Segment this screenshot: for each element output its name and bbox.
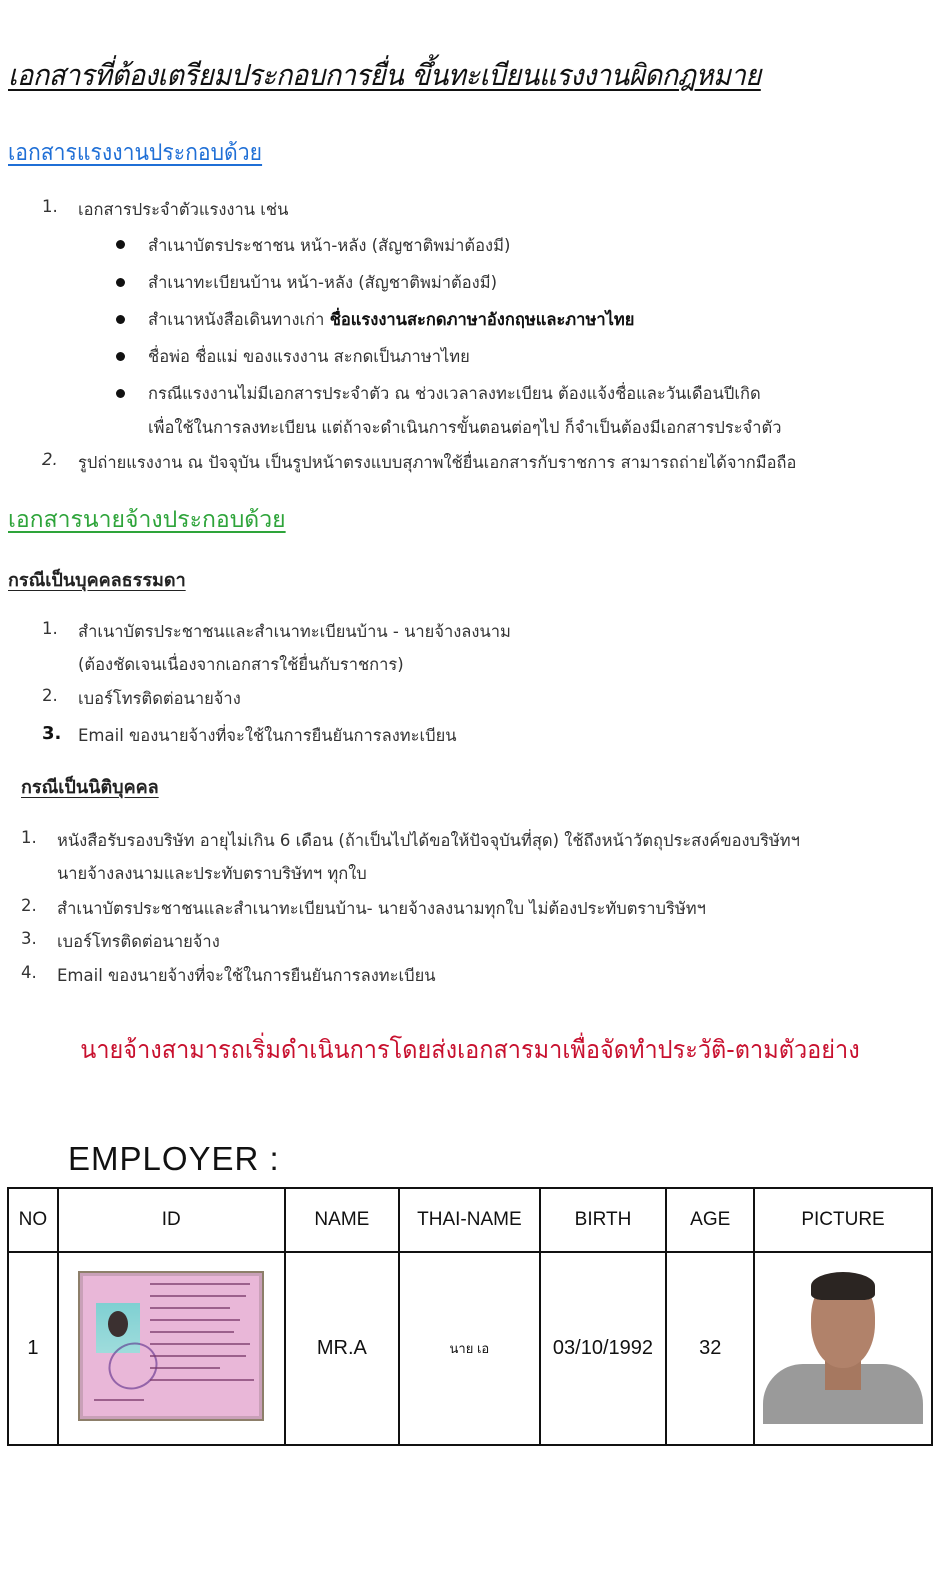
list-text: รูปถ่ายแรงงาน ณ ปัจจุบัน เป็นรูปหน้าตรงแบบสุภาพใช้ยื่นเอกสารกับราชการ สามารถถ่ายได้จากมือถือ	[78, 453, 797, 472]
list-text: เบอร์โทรติดต่อนายจ้าง	[78, 689, 241, 708]
list-text: สำเนาบัตรประชาชนและสำเนาทะเบียนบ้าน - นายจ้างลงนาม	[78, 622, 511, 641]
bullet-text: สำเนาทะเบียนบ้าน หน้า-หลัง (สัญชาติพม่าต้องมี)	[148, 273, 498, 292]
notice-text: นายจ้างสามารถเริ่มดำเนินการโดยส่งเอกสารมาเพื่อจัดทำประวัติ-ตามตัวอย่าง	[80, 1035, 860, 1064]
bullet-text: กรณีแรงงานไม่มีเอกสารประจำตัว ณ ช่วงเวลาลงทะเบียน ต้องแจ้งชื่อและวันเดือนปีเกิด	[148, 384, 761, 403]
bullet-icon	[116, 278, 125, 287]
cell-birth: 03/10/1992	[540, 1252, 667, 1445]
bullet-icon	[116, 240, 125, 249]
bullet-icon	[116, 352, 125, 361]
individual-heading: กรณีเป็นบุคคลธรรมดา	[8, 570, 186, 591]
id-card-image	[78, 1271, 264, 1421]
cell-age: 32	[666, 1252, 754, 1445]
cell-name: MR.A	[285, 1252, 400, 1445]
list-number: 1.	[21, 828, 37, 847]
worker-section-heading: เอกสารแรงงานประกอบด้วย	[8, 140, 263, 166]
cell-id	[58, 1252, 285, 1445]
bullet-text-regular: สำเนาหนังสือเดินทางเก่า	[148, 310, 330, 329]
bullet-icon	[116, 389, 125, 398]
list-number: 4.	[21, 963, 37, 982]
list-number: 3.	[42, 723, 62, 744]
list-text-continuation: (ต้องชัดเจนเนื่องจากเอกสารใช้ยื่นกับราชการ)	[78, 655, 404, 674]
header-picture: PICTURE	[754, 1188, 932, 1252]
bullet-text: สำเนาบัตรประชาชน หน้า-หลัง (สัญชาติพม่าต้องมี)	[148, 236, 511, 255]
cell-thai-name: นาย เอ	[399, 1252, 539, 1445]
portrait-photo	[763, 1268, 923, 1424]
cell-no: 1	[8, 1252, 58, 1445]
cell-picture	[754, 1252, 932, 1445]
header-id: ID	[58, 1188, 285, 1252]
page-title: เอกสารที่ต้องเตรียมประกอบการยื่น ขึ้นทะเบียนแรงงานผิดกฎหมาย	[8, 58, 761, 92]
list-number: 1.	[42, 197, 58, 216]
employer-section-heading: เอกสารนายจ้างประกอบด้วย	[8, 507, 286, 533]
bullet-text-continuation: เพื่อใช้ในการลงทะเบียน แต่ถ้าจะดำเนินการขั้นตอนต่อๆไป ก็จำเป็นต้องมีเอกสารประจำตัว	[148, 418, 782, 437]
table-row	[8, 1252, 932, 1445]
employer-table	[7, 1187, 933, 1446]
header-age: AGE	[666, 1188, 754, 1252]
list-number: 2.	[42, 450, 58, 469]
header-name: NAME	[285, 1188, 400, 1252]
list-text-continuation: นายจ้างลงนามและประทับตราบริษัทฯ ทุกใบ	[57, 864, 367, 883]
list-number: 1.	[42, 619, 58, 638]
bullet-text-bold: ชื่อแรงงานสะกดภาษาอังกฤษและภาษาไทย	[329, 310, 635, 329]
list-text: สำเนาบัตรประชาชนและสำเนาทะเบียนบ้าน- นายจ้างลงนามทุกใบ ไม่ต้องประทับตราบริษัทฯ	[57, 899, 706, 918]
list-number: 2.	[21, 896, 37, 915]
list-text: หนังสือรับรองบริษัท อายุไม่เกิน 6 เดือน (ถ้าเป็นไปได้ขอให้ปัจจุบันที่สุด) ใช้ถึงหน้าวัตถุประสงค์ของบริษัทฯ	[57, 831, 800, 850]
bullet-icon	[116, 315, 125, 324]
list-number: 2.	[42, 686, 58, 705]
juristic-heading: กรณีเป็นนิติบุคคล	[21, 777, 159, 798]
list-number: 3.	[21, 929, 37, 948]
header-no: NO	[8, 1188, 58, 1252]
header-thai-name: THAI-NAME	[399, 1188, 539, 1252]
list-text: เบอร์โทรติดต่อนายจ้าง	[57, 932, 220, 951]
list-text: เอกสารประจำตัวแรงงาน เช่น	[78, 200, 289, 219]
list-text: Email ของนายจ้างที่จะใช้ในการยืนยันการลงทะเบียน	[57, 966, 436, 985]
bullet-text: ชื่อพ่อ ชื่อแม่ ของแรงงาน สะกดเป็นภาษาไทย	[148, 347, 470, 366]
bullet-text	[148, 307, 634, 333]
employer-label: EMPLOYER :	[68, 1140, 280, 1177]
header-birth: BIRTH	[540, 1188, 667, 1252]
table-header-row	[8, 1188, 932, 1252]
list-text: Email ของนายจ้างที่จะใช้ในการยืนยันการลงทะเบียน	[78, 726, 457, 745]
